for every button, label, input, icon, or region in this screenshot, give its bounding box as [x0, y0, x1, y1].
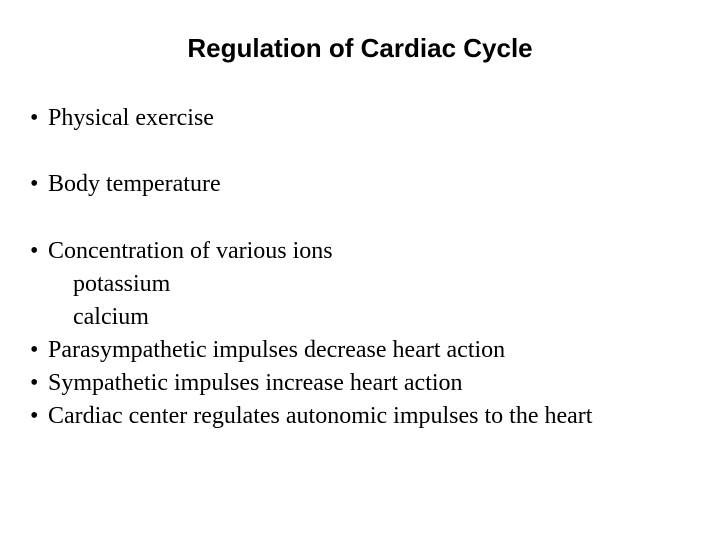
bullet-glyph: •: [30, 337, 39, 363]
bullet-item-physical-exercise: [30, 102, 214, 135]
bullet-glyph: •: [30, 105, 39, 131]
bullet-list-middle: [30, 168, 221, 201]
bullet-list-bottom: [30, 235, 592, 433]
slide-title: Regulation of Cardiac Cycle: [187, 33, 533, 63]
bullet-list-top: [30, 102, 214, 135]
sub-item-calcium: calcium: [73, 304, 149, 330]
bullet-glyph: •: [30, 370, 39, 396]
bullet-item-body-temperature: [30, 168, 221, 201]
bullet-item-sympathetic: [30, 367, 592, 400]
bullet-item-label: Sympathetic impulses increase heart action: [48, 370, 463, 396]
sub-item-potassium: potassium: [73, 271, 171, 297]
bullet-item-cardiac-center: [30, 400, 592, 433]
bullet-glyph: •: [30, 403, 39, 429]
bullet-item-parasympathetic: [30, 334, 592, 367]
bullet-item-label: Body temperature: [48, 171, 221, 197]
bullet-item-label: Cardiac center regulates autonomic impulses to the heart: [48, 403, 593, 429]
bullet-glyph: •: [30, 171, 39, 197]
bullet-item-label: Parasympathetic impulses decrease heart action: [48, 337, 506, 363]
bullet-item-label: Physical exercise: [48, 105, 214, 131]
bullet-item-label: Concentration of various ions: [48, 238, 333, 264]
bullet-item-ions: [30, 235, 592, 268]
bullet-glyph: •: [30, 238, 39, 264]
